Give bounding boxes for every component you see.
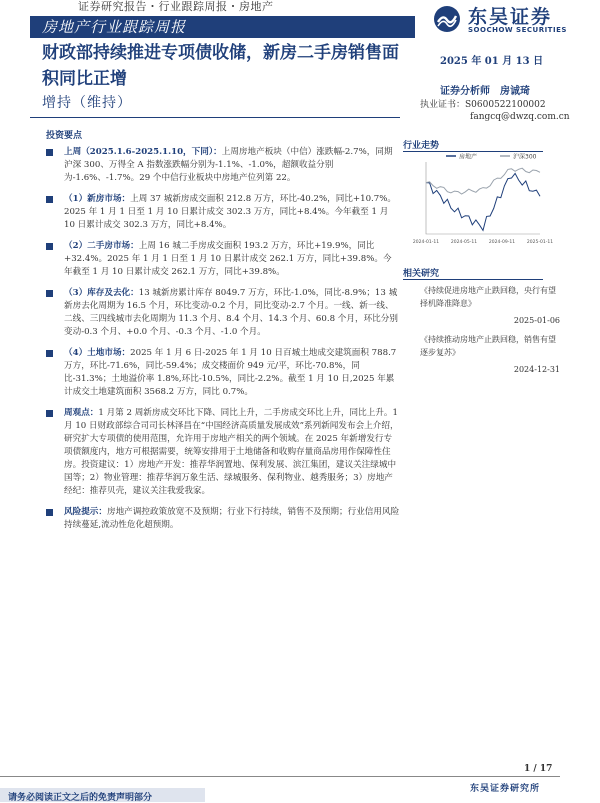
investment-points-list	[42, 146, 400, 540]
square-bullet-icon	[46, 350, 53, 357]
footer-divider	[0, 776, 560, 777]
bullet-lead: （4）土地市场：	[64, 348, 131, 358]
company-logo	[433, 3, 593, 43]
rating: 增持（维持）	[42, 95, 132, 111]
bullet-text: 13 城新房累计库存 8049.7 万方，环比-1.0%，同比-8.9%；13 城新房去化周期为 16.5 个月，环比变动-0.2 个月，同比变动-2.7 个月。一线、新一线、二线、三四线城市去化周期为 11.3 个月、8.4 个月、14.3 个月、60.8 个月，环比分别变动-0.3 个月、+0.0 个月、-0.3 个月、-1.0 个月。	[64, 288, 398, 337]
report-title: 财政部持续推进专项债收储，新房二手房销售面积同比正增	[42, 43, 399, 89]
x-tick-label: 2024-05-11	[450, 240, 478, 245]
footer-org: 东吴证券研究所	[470, 784, 541, 794]
bullet-lead: 上周（2025.1.6-2025.1.10，下同）：	[64, 147, 222, 157]
legend-label: 房地产	[459, 153, 478, 161]
bullet-lead: （3）库存及去化：	[64, 288, 139, 298]
analyst-email: fangcq@dwzq.com.cn	[470, 112, 570, 122]
report-date: 2025 年 01 月 13 日	[440, 56, 544, 67]
bullet-new-homes	[42, 193, 400, 232]
square-bullet-icon	[46, 410, 53, 417]
bullet-text: 2025 年 1 月 6 日-2025 年 1 月 10 日百城土地成交建筑面积 788.7 万方，环比-71.6%，同比-59.4%；成交楼面价 949 元/平，环比-70.8%，同比-31.3%；土地溢价率 1.8%,环比-10.5%，同比-2.2%。截至 1 月 10 日,2025 年累计成交土地建筑面积 3568.2 万方，同比 0.7%。	[64, 348, 397, 397]
disclaimer-text: 请务必阅读正文之后的免责声明部分	[8, 793, 153, 803]
x-tick-label: 2024-09-11	[488, 240, 516, 245]
bullet-land-market	[42, 347, 400, 399]
square-bullet-icon	[46, 196, 53, 203]
bullet-text: 上周 37 城新房成交面积 212.8 万方，环比-40.2%，同比+10.7%。2025 年 1 月 1 日至 1 月 10 日累计成交 302.3 万方，同比+8.4%。今年截至 1 月 10 日累计成交 302.3 万方，同比+8.4%。	[64, 194, 396, 230]
market-trend-svg	[412, 150, 554, 250]
report-type-bar: 房地产行业跟踪周报	[30, 16, 415, 38]
bullet-text: 上周 16 城二手房成交面积 193.2 万方，环比+19.9%，同比+32.4%。2025 年 1 月 1 日至 1 月 10 日累计成交 262.1 万方，同比+39.8%。今年截至 1 月 10 日累计成交 262.1 万方，同比+39.8%。	[64, 241, 392, 277]
bullet-text: 房地产调控政策放宽不及预期；行业下行持续，销售不及预期；行业信用风险持续蔓延,流动性危化超预期。	[64, 507, 400, 530]
analyst-name: 证券分析师 房诚琦	[440, 86, 530, 97]
series-line-1	[426, 168, 540, 194]
logo-mark-icon	[433, 5, 461, 33]
square-bullet-icon	[46, 509, 53, 516]
related-research-list	[420, 284, 560, 382]
related-research-link[interactable]: 《持续推动房地产止跌回稳，销售有望逐步复苏》	[420, 335, 556, 357]
legend-label: 沪深300	[513, 153, 537, 161]
x-tick-label: 2024-01-11	[412, 240, 440, 245]
bullet-lead: 周观点：	[64, 408, 99, 418]
logo-text-cn: 东吴证券	[468, 6, 553, 28]
bullet-weekly-view	[42, 407, 400, 498]
x-tick-label: 2025-01-11	[526, 240, 554, 245]
bullet-lead: （1）新房市场：	[64, 194, 131, 204]
related-research-divider	[403, 279, 543, 280]
bullet-lead: （2）二手房市场：	[64, 241, 139, 251]
header-divider	[30, 117, 400, 118]
top-banner	[28, 0, 418, 14]
market-trend-heading: 行业走势	[403, 141, 440, 151]
page-number: 1 / 17	[524, 764, 553, 774]
bullet-inventory	[42, 287, 400, 339]
bullet-text: 上周房地产板块（中信）涨跌幅-2.7%，同期沪深 300、万得全 A 指数涨跌幅分别为-1.1%、-1.0%，超额收益分别为-1.6%、-1.7%。29 个中信行业板块中房地产位列第 22。	[64, 147, 393, 183]
bullet-lead: 风险提示：	[64, 507, 107, 517]
chart-axes	[426, 162, 540, 234]
bullet-risk	[42, 506, 400, 532]
square-bullet-icon	[46, 290, 53, 297]
analyst-license: 执业证书：S0600522100002	[420, 100, 546, 110]
bullet-weekly-market	[42, 146, 400, 185]
logo-text-en: SOOCHOW SECURITIES	[468, 26, 567, 34]
bullet-second-hand	[42, 240, 400, 279]
square-bullet-icon	[46, 243, 53, 250]
investment-points-heading: 投资要点	[46, 131, 83, 141]
series-line-0	[426, 173, 540, 230]
related-research-date: 2025-01-06	[513, 316, 560, 325]
bullet-text: 1 月第 2 周新房成交环比下降、同比上升，二手房成交环比上升，同比上升。1 月 10 日财政部综合司司长林泽昌在“中国经济高质量发展成效”系列新闻发布会上介绍，研究扩大专项债的使用范围，允许用于房地产相关的两个领域。在 2025 年新增发行专项债额度内，地方可根据需要，统筹安排用于土地储备和收购存量商品房用作保障性住房。投资建议：1）房地产开发：推荐华润置地、保利发展、滨江集团，建议关注绿城中国等；2）物业管理：推荐华润万象生活、绿城服务、保利物业、越秀服务；3）房地产经纪：推荐贝壳，建议关注我爱我家。	[64, 408, 399, 496]
square-bullet-icon	[46, 149, 53, 156]
breadcrumb: 证券研究报告・行业跟踪周报・房地产	[78, 0, 274, 13]
related-research-link[interactable]: 《持续促进房地产止跌回稳，央行有望择机降准降息》	[420, 286, 556, 308]
related-research-heading: 相关研究	[403, 269, 440, 279]
related-research-date: 2024-12-31	[513, 365, 560, 374]
market-trend-chart	[412, 150, 554, 250]
